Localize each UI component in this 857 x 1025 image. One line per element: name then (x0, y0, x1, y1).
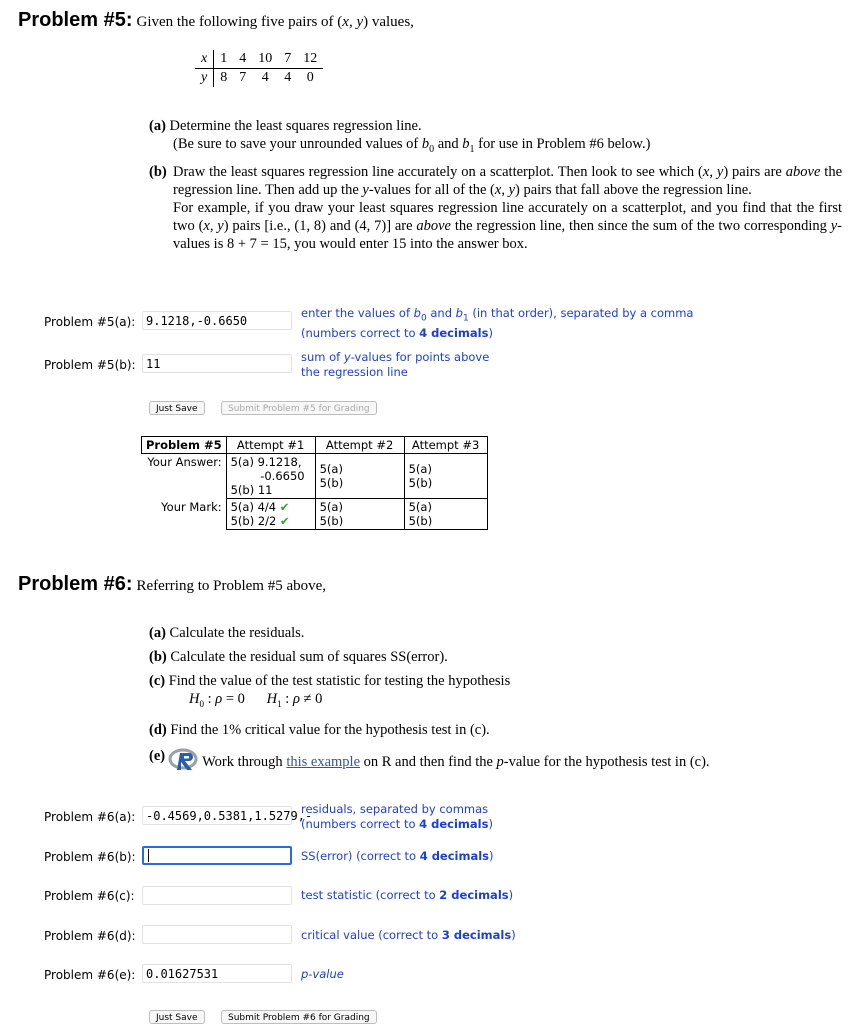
answer-input-6c[interactable] (142, 886, 292, 905)
just-save-button-6[interactable]: Just Save (149, 1010, 205, 1024)
y-row (195, 69, 323, 88)
field-label-5a: Problem #5(a): (44, 315, 136, 329)
hypotheses: $H_0$ : ρ = 0 $H_1$ : ρ ≠ 0 (189, 691, 323, 709)
x-value: 4 (233, 50, 252, 69)
y-label: y (195, 69, 214, 88)
just-save-button-5[interactable]: Just Save (149, 401, 205, 415)
part-6d: (d) Find the 1% critical value for the hypothesis test in (c). (149, 721, 490, 738)
field-label-6a: Problem #6(a): (44, 810, 136, 824)
y-value: 4 (284, 70, 292, 85)
attempts-corner: Problem #5 (142, 437, 227, 454)
part-6a: (a) Calculate the residuals. (149, 625, 305, 641)
submit-problem-6-button[interactable]: Submit Problem #6 for Grading (221, 1010, 377, 1024)
your-answer-label: Your Answer: (147, 455, 222, 469)
attempt-2-header: Attempt #2 (315, 437, 404, 454)
hint-5b: sum of y-values for points above the regression line (301, 350, 490, 379)
answer-input-6b[interactable] (142, 846, 292, 865)
part-6b: (b) Calculate the residual sum of squares SS(error). (149, 649, 448, 665)
x-label: x (195, 50, 214, 69)
attempt-2-mark: 5(a) 5(b) (315, 499, 404, 530)
attempt-1-header: Attempt #1 (226, 437, 315, 454)
attempt-3-mark: 5(a) 5(b) (404, 499, 487, 530)
hint-6e: p-value (301, 967, 344, 981)
problem-5b-text: (b) Draw the least squares regression line accurately on a scatterplot. Then look to see which (x, y) pairs are above the regression line. Then add up the y-values for all of the (x, y) pairs that fall above the regression line. For example, if you draw your least squares regression line accurately on a scatterplot, and you find that the first two (x, y) pairs [i.e., (1, 8) and (4, 7)] are above the regression line, then since the sum of the two corresponding y-values is 8 + 7 = 15, you would enter 15 into the answer box. (149, 164, 843, 252)
y-value: 0 (306, 70, 314, 85)
answer-input-6d[interactable] (142, 925, 292, 944)
hint-6b: SS(error) (correct to 4 decimals) (301, 849, 494, 863)
problem-5-title: Problem #5: (18, 9, 133, 31)
hint-6a: residuals, separated by commas (numbers correct to 4 decimals) (301, 802, 493, 831)
field-label-6e: Problem #6(e): (44, 968, 136, 982)
submit-problem-5-button[interactable]: Submit Problem #5 for Grading (221, 401, 377, 415)
text-caret (148, 849, 149, 862)
problem-5-header (18, 9, 414, 32)
check-icon: ✔ (280, 514, 290, 528)
problem-6-parts (149, 621, 839, 774)
attempts-table (141, 436, 488, 530)
problem-5a-text: (a) Determine the least squares regression line. (Be sure to save your unrounded values of $b_0$ and $b_1$ for use in Problem #6 below.) (149, 118, 651, 155)
y-value: 4 (261, 70, 269, 85)
problem-6-lead: Referring to Problem #5 above, (136, 578, 327, 594)
problem-6-title: Problem #6: (18, 573, 133, 595)
check-icon: ✔ (279, 500, 290, 514)
x-value: 12 (297, 50, 323, 69)
r-logo-icon (169, 748, 199, 772)
attempt-1-mark: 5(a) 4/4 ✔ 5(b) 2/2 ✔ (226, 499, 315, 530)
x-row (195, 50, 323, 69)
attempt-1-answer: 5(a) 9.1218, -0.6650 5(b) 11 (226, 454, 315, 499)
attempt-2-answer: 5(a) 5(b) (315, 454, 404, 499)
x-value: 1 (214, 50, 234, 69)
problem-5-lead: Given the following five pairs of (x, y) values, (136, 14, 414, 30)
field-label-6d: Problem #6(d): (44, 929, 136, 943)
hint-6c: test statistic (correct to 2 decimals) (301, 888, 514, 902)
problem-6-header (18, 573, 326, 596)
answer-input-6e[interactable]: 0.01627531 (142, 964, 292, 983)
your-mark-label: Your Mark: (161, 499, 222, 514)
part-6c: (c) Find the value of the test statistic for testing the hypothesis (149, 673, 511, 689)
hint-6d: critical value (correct to 3 decimals) (301, 928, 516, 942)
field-label-6b: Problem #6(b): (44, 850, 136, 864)
attempt-3-header: Attempt #3 (404, 437, 487, 454)
answer-input-5a[interactable]: 9.1218,-0.6650 (142, 311, 292, 330)
y-value: 7 (239, 70, 247, 85)
x-value: 7 (278, 50, 297, 69)
answer-input-5b[interactable]: 11 (142, 354, 292, 373)
part-6e: (e) Work through this example on R and then find the p-value for the hypothesis test in (c). (149, 747, 710, 770)
attempt-3-answer: 5(a) 5(b) (404, 454, 487, 499)
y-value: 8 (220, 70, 228, 85)
this-example-link[interactable]: this example (286, 753, 361, 770)
x-value: 10 (252, 50, 278, 69)
answer-input-6a[interactable]: -0.4569,0.5381,1.5279,- (142, 806, 292, 825)
field-label-6c: Problem #6(c): (44, 889, 135, 903)
xy-data-table (195, 50, 323, 87)
hint-5a: enter the values of $b_0$ and $b_1$ (in that order), separated by a comma (numbers correct to 4 decimals) (301, 306, 694, 341)
field-label-5b: Problem #5(b): (44, 358, 136, 372)
